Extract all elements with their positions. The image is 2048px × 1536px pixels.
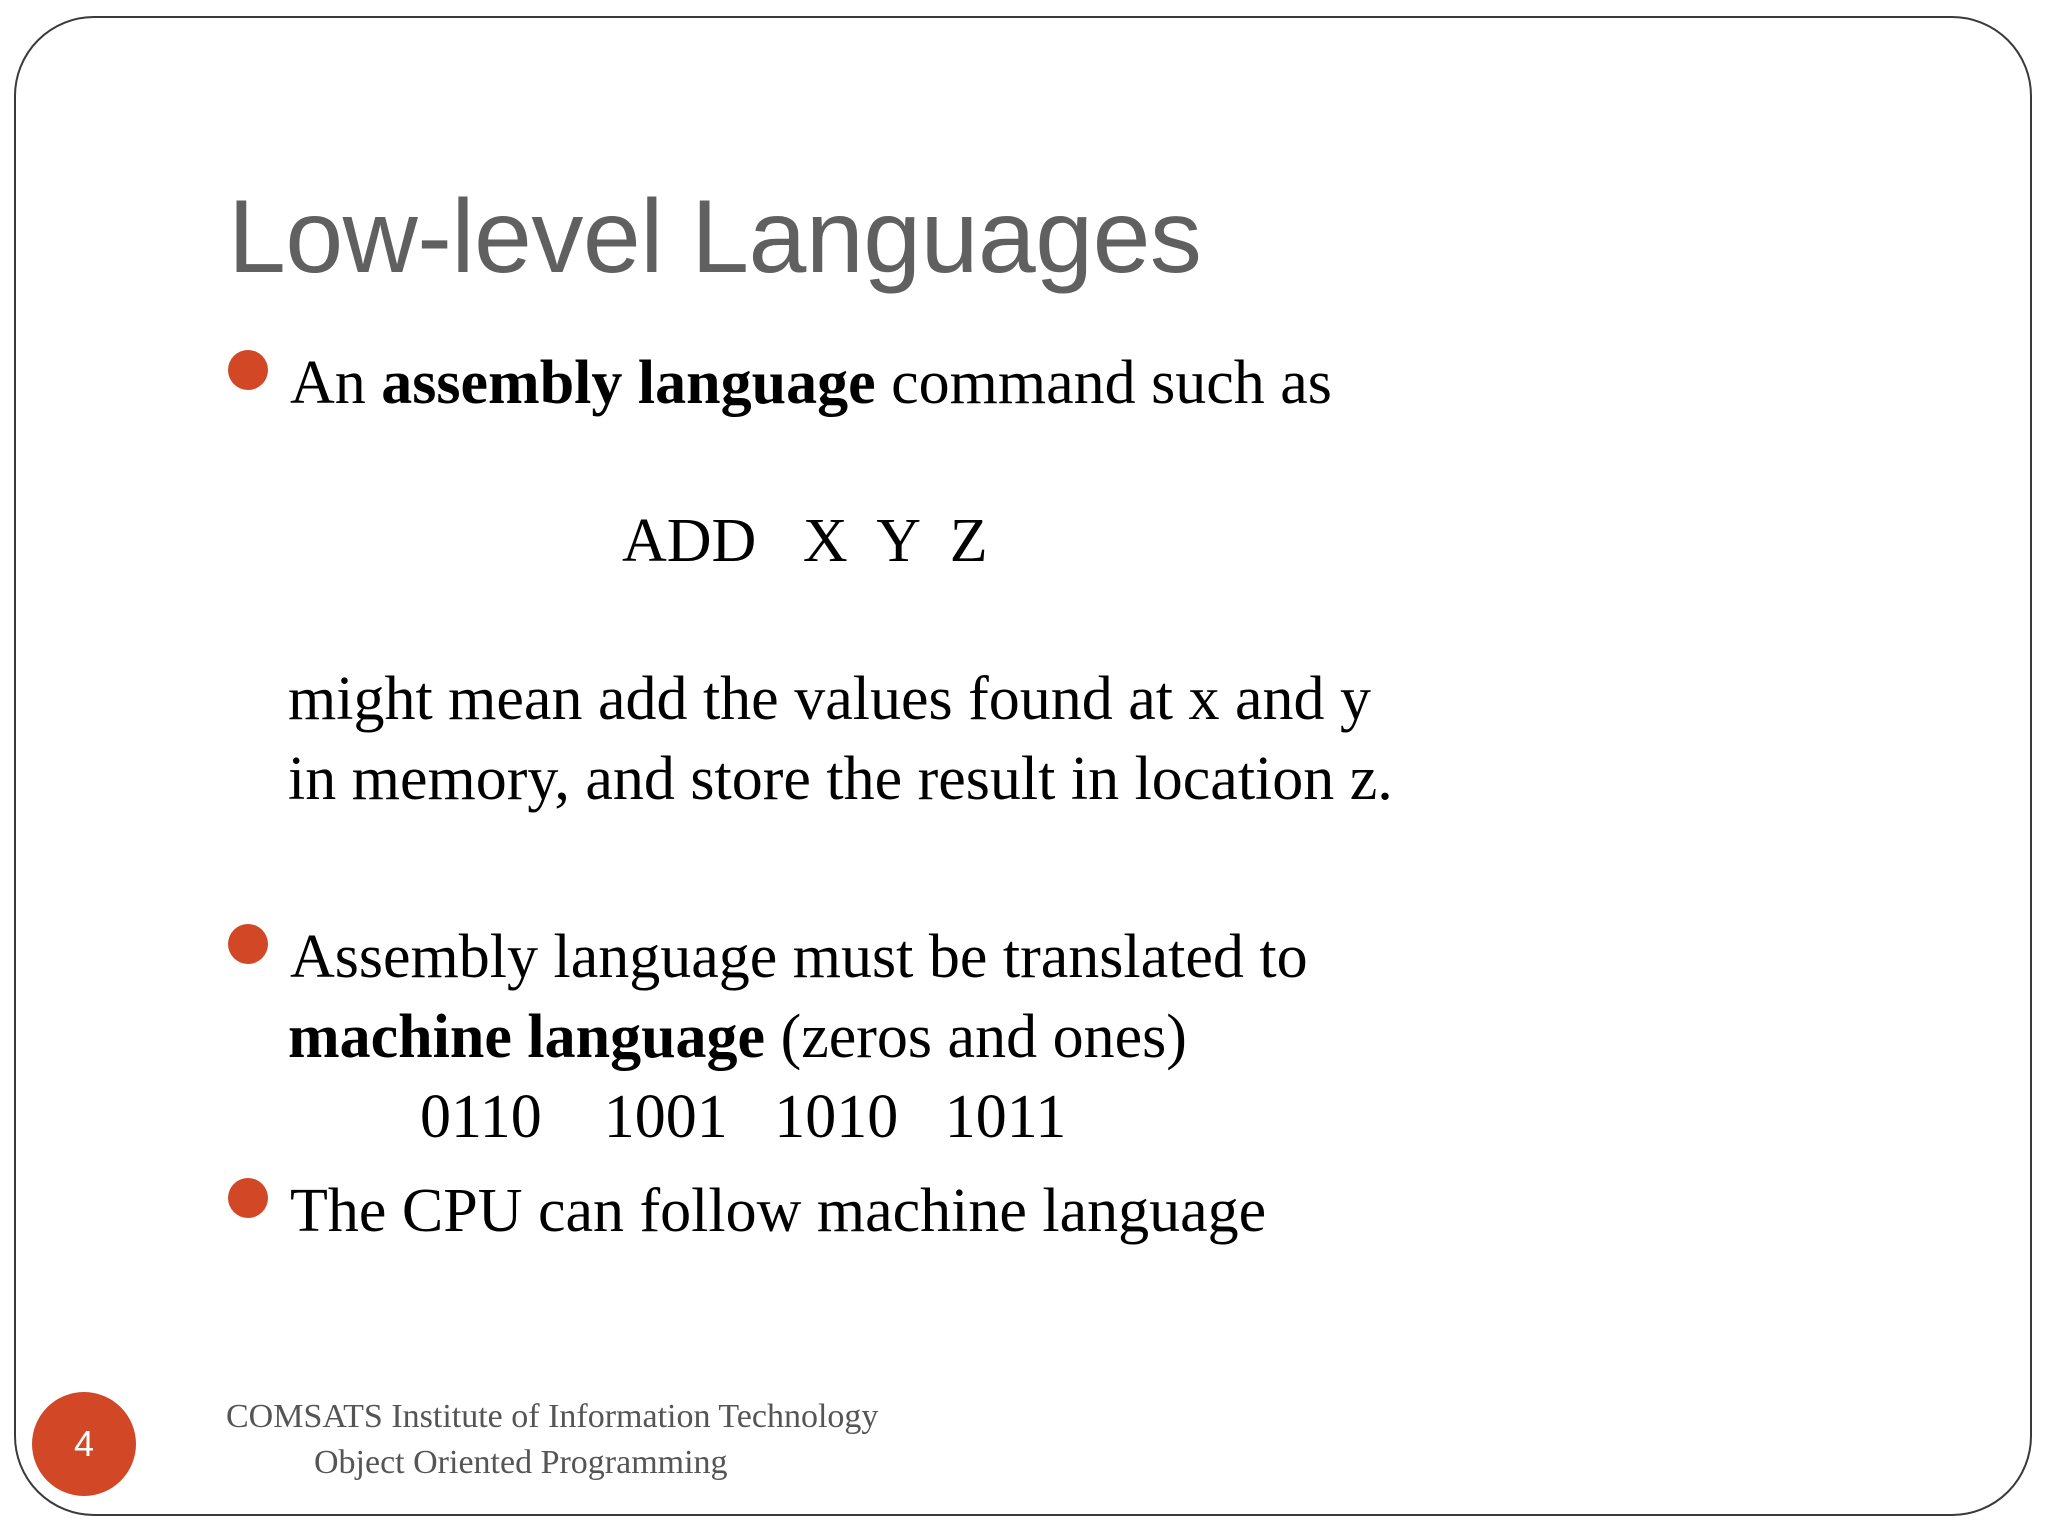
bullet-1-suffix: command such as bbox=[875, 349, 1332, 417]
bullet-dot-1 bbox=[228, 350, 268, 390]
bullet-3-text: The CPU can follow machine language bbox=[290, 1177, 1267, 1245]
bullet-1-bold: assembly language bbox=[381, 349, 876, 417]
bullet-2-suffix: (zeros and ones) bbox=[765, 1003, 1187, 1071]
bullet-2-line-2 bbox=[288, 1003, 1187, 1071]
footer-institute: COMSATS Institute of Information Technology bbox=[226, 1398, 879, 1435]
footer-course: Object Oriented Programming bbox=[314, 1444, 728, 1481]
explanation-line-2: in memory, and store the result in location z. bbox=[288, 745, 1393, 813]
page-number: 4 bbox=[73, 1423, 95, 1464]
assembly-command: ADD X Y Z bbox=[622, 507, 988, 575]
explanation-line-1: might mean add the values found at x and y bbox=[288, 665, 1372, 733]
page-number-badge bbox=[32, 1392, 136, 1496]
bullet-2-line-1: Assembly language must be translated to bbox=[290, 923, 1308, 991]
bullet-dot-2 bbox=[228, 924, 268, 964]
bullet-1-text bbox=[290, 349, 1332, 417]
bullet-dot-3 bbox=[228, 1178, 268, 1218]
bullet-1-prefix: An bbox=[290, 349, 382, 417]
bullet-2-bold: machine language bbox=[288, 1003, 766, 1071]
slide-title: Low-level Languages bbox=[228, 179, 1202, 295]
binary-code: 0110 1001 1010 1011 bbox=[420, 1083, 1067, 1151]
